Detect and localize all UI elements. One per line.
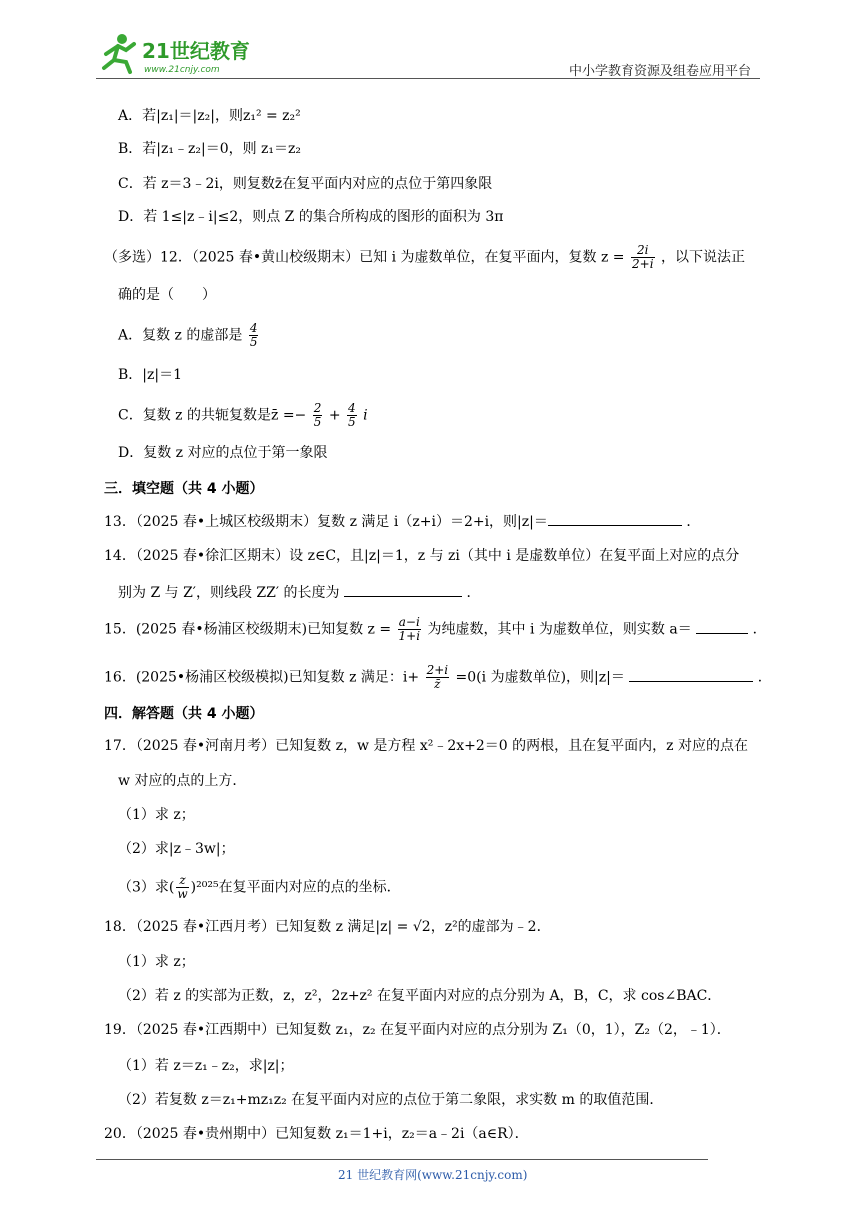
q12-stem [104, 244, 745, 271]
runner-icon [104, 34, 134, 72]
q12-option-a-fraction [249, 322, 259, 349]
q13-text: 13．（2025 春•上城区校级期末）复数 z 满足 i（z+i）＝2+i，则|z|＝ [104, 514, 548, 530]
q17-part1: （1）求 z； [118, 807, 195, 823]
q12-c-den2: 5 [348, 415, 356, 429]
q15-text-a: 15．(2025 春•杨浦区校级期末)已知复数 z = [104, 621, 392, 638]
q14-line1: 14．（2025 春•徐汇区期末）设 z∈C，且|z|＝1，z 与 zi（其中 i 是虚数单位）在复平面上对应的点分 [104, 548, 740, 564]
q12-stem-b: ，以下说法正 [660, 249, 745, 266]
q12-a-den: 5 [249, 335, 258, 349]
q12-c-frac1 [313, 402, 323, 429]
q15-num: a−i [398, 615, 420, 629]
section-heading-solve: 四．解答题（共 4 小题） [104, 706, 264, 722]
q17-p3-b: )²⁰²⁵在复平面内对应的点的坐标． [190, 879, 401, 896]
q12-c-num2: 4 [348, 401, 356, 415]
q16-num: 2+i [426, 663, 449, 677]
q19-part2: （2）若复数 z＝z₁+mz₁z₂ 在复平面内对应的点位于第二象限，求实数 m 的取值范围． [118, 1092, 664, 1108]
q19-part1: （1）若 z＝z₁﹣z₂，求|z|； [118, 1058, 294, 1074]
q12-frac-num: 2i [631, 244, 655, 258]
q17-fraction [176, 874, 188, 901]
logo-main-text: 21世纪教育 [142, 39, 250, 63]
logo-url-text: www.21cnjy.com [144, 65, 220, 75]
q18-part2: （2）若 z 的实部为正数，z，z²，2z+z² 在复平面内对应的点分别为 A，B，C，求 cos∠BAC． [118, 988, 722, 1004]
q16-answer-blank[interactable] [629, 667, 753, 682]
q16-den: z̄ [434, 677, 441, 691]
q16 [104, 664, 772, 691]
q12-c-den1: 5 [313, 415, 322, 429]
q12-option-d: D．复数 z 对应的点位于第一象限 [118, 445, 328, 461]
q11-option-d: D．若 1≤|z﹣i|≤2，则点 Z 的集合所构成的图形的面积为 3π [118, 209, 504, 225]
q12-fraction [631, 244, 655, 271]
platform-name: 中小学教育资源及组卷应用平台 [569, 64, 752, 79]
q11-option-b: B．若|z₁﹣z₂|＝0，则 z₁＝z₂ [118, 141, 302, 157]
footer-divider [96, 1159, 708, 1160]
footer-site-link[interactable]: 21 世纪教育网(www.21cnjy.com) [338, 1168, 528, 1182]
q12-c-frac2 [347, 402, 357, 429]
q15-text-b: 为纯虚数，其中 i 为虚数单位，则实数 a＝ [427, 621, 692, 638]
q14-line2-text: 别为 Z 与 Z′，则线段 ZZ′ 的长度为 [118, 585, 340, 601]
q13 [104, 511, 700, 532]
q11-option-a: A．若|z₁|＝|z₂|，则z₁² = z₂² [118, 108, 301, 124]
q17-den: w [177, 887, 188, 901]
q11-option-c: C．若 z＝3﹣2i，则复数z̄在复平面内对应的点位于第四象限 [118, 176, 493, 192]
q14-answer-blank[interactable] [344, 582, 462, 597]
q16-end: ． [757, 669, 772, 686]
q12-frac-den: 2+i [632, 257, 654, 271]
q12-option-c-text: C．复数 z 的共轭复数是z̄ =− [118, 407, 307, 424]
q16-fraction [426, 664, 450, 691]
q18-line1: 18．（2025 春•江西月考）已知复数 z 满足|z| = √2，z²的虚部为﹣2． [104, 919, 551, 935]
q17-part2: （2）求|z﹣3w|； [118, 841, 235, 857]
header-divider [96, 78, 760, 79]
q12-option-a [118, 322, 260, 349]
q16-text-b: =0(i 为虚数单位)，则|z|＝ [455, 669, 625, 686]
site-logo [96, 30, 266, 80]
q12-option-a-text: A．复数 z 的虚部是 [118, 327, 243, 344]
q17-line2: w 对应的点的上方． [118, 773, 247, 789]
q17-p3-a: （3）求( [118, 879, 175, 896]
q13-answer-blank[interactable] [548, 511, 682, 526]
q12-c-plus: + [328, 407, 341, 424]
q12-option-b: B．|z|＝1 [118, 367, 183, 383]
q15-fraction [398, 616, 422, 643]
q12-stem-a: （多选）12．（2025 春•黄山校级期末）已知 i 为虚数单位，在复平面内，复数 z = [104, 249, 625, 266]
q20-line1: 20．（2025 春•贵州期中）已知复数 z₁＝1+i，z₂＝a﹣2i（a∈R）． [104, 1126, 529, 1142]
q12-c-num1: 2 [313, 401, 322, 415]
q16-text-a: 16．(2025•杨浦区校级模拟)已知复数 z 满足：i+ [104, 669, 420, 686]
q18-part1: （1）求 z； [118, 954, 195, 970]
q17-num: z [176, 874, 188, 888]
q12-stem-c: 确的是（ ） [118, 287, 216, 303]
q12-c-tail: i [363, 407, 368, 424]
section-heading-fill-in: 三．填空题（共 4 小题） [104, 481, 264, 497]
q15 [104, 616, 767, 643]
q15-den: 1+i [398, 629, 421, 643]
q12-option-c [118, 402, 368, 429]
q12-a-num: 4 [249, 321, 258, 335]
q19-line1: 19．（2025 春•江西期中）已知复数 z₁，z₂ 在复平面内对应的点分别为 Z₁（0，1），Z₂（2，﹣1）． [104, 1022, 731, 1038]
q15-answer-blank[interactable] [696, 619, 748, 634]
q17-part3 [118, 874, 401, 901]
q17-line1: 17．（2025 春•河南月考）已知复数 z，w 是方程 x²﹣2x+2＝0 的两根，且在复平面内，z 对应的点在 [104, 738, 748, 754]
q14-line2 [118, 582, 480, 603]
q14-end: ． [466, 585, 481, 601]
q13-end: ． [686, 514, 701, 530]
q15-end: ． [752, 621, 767, 638]
